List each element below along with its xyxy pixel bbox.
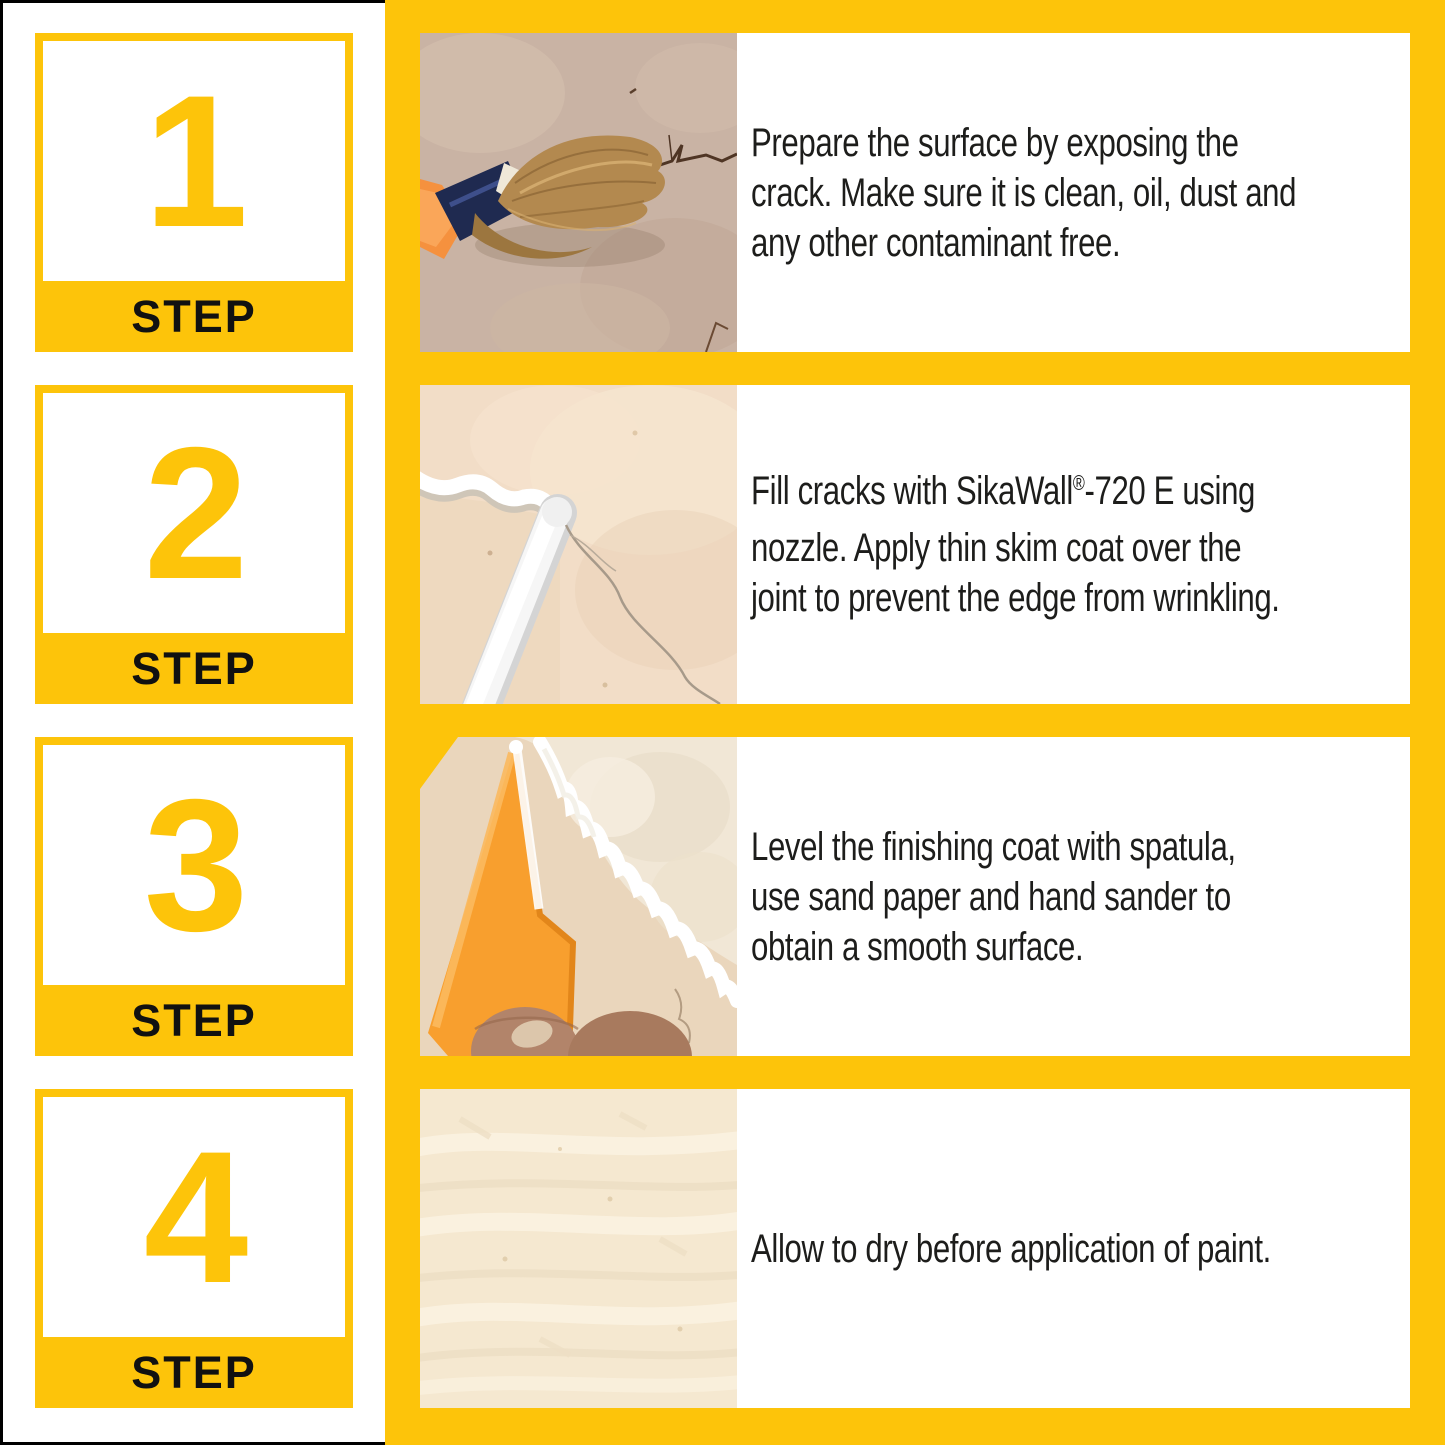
caption-line: nozzle. Apply thin skim coat over the [751, 526, 1242, 570]
step-2-number: 2 [143, 408, 245, 618]
step-4-number: 4 [143, 1112, 245, 1322]
caption-line: obtain a smooth surface. [751, 924, 1084, 969]
spatula-leveling-coat-photo [420, 737, 737, 1056]
caption-segment: -720 E using [1084, 469, 1256, 513]
step-4-row [420, 1089, 1410, 1408]
step-1-band [35, 281, 353, 352]
step-1-text [751, 118, 1296, 268]
step-3-caption [737, 737, 1410, 1056]
step-3-band [35, 985, 353, 1056]
dried-smooth-wall-photo [420, 1089, 737, 1408]
step-3-box [35, 737, 353, 1056]
caption-line: any other contaminant free. [751, 220, 1121, 265]
step-4-band [35, 1337, 353, 1408]
registered-mark: ® [1072, 472, 1085, 495]
step-label: STEP [131, 642, 257, 694]
step-label: STEP [131, 994, 257, 1046]
caption-line: Level the finishing coat with spatula, [751, 824, 1236, 869]
step-1-box [35, 33, 353, 352]
step-label: STEP [131, 1346, 257, 1398]
step-3-row [420, 737, 1410, 1056]
step-1-number: 1 [143, 56, 245, 266]
step-1-caption [737, 33, 1410, 352]
step-2-box [35, 385, 353, 704]
step-2-photo [420, 385, 737, 704]
step-2-caption [737, 385, 1410, 704]
step-1-photo [420, 33, 737, 352]
nozzle-filling-crack-photo [420, 385, 737, 704]
steps-panel [385, 0, 1445, 1445]
caption-line: joint to prevent the edge from wrinkling. [751, 576, 1280, 620]
caption-line: use sand paper and hand sander to [751, 874, 1231, 919]
caption-segment: Fill cracks with SikaWall [751, 469, 1073, 513]
step-2-text [751, 466, 1280, 623]
step-4-text [751, 1224, 1271, 1274]
step-3-photo [420, 737, 737, 1056]
caption-line: Prepare the surface by exposing the [751, 120, 1239, 165]
caption-line: Allow to dry before application of paint. [751, 1226, 1271, 1271]
step-1-row [420, 33, 1410, 352]
step-2-row [420, 385, 1410, 704]
step-4-photo [420, 1089, 737, 1408]
step-3-number: 3 [143, 760, 245, 970]
step-2-band [35, 633, 353, 704]
paintbrush-cleaning-crack-photo [420, 33, 737, 352]
step-label: STEP [131, 290, 257, 342]
caption-line: crack. Make sure it is clean, oil, dust and [751, 170, 1297, 215]
caption-line [751, 466, 1280, 523]
step-4-box [35, 1089, 353, 1408]
step-4-caption [737, 1089, 1410, 1408]
step-3-text [751, 822, 1265, 972]
